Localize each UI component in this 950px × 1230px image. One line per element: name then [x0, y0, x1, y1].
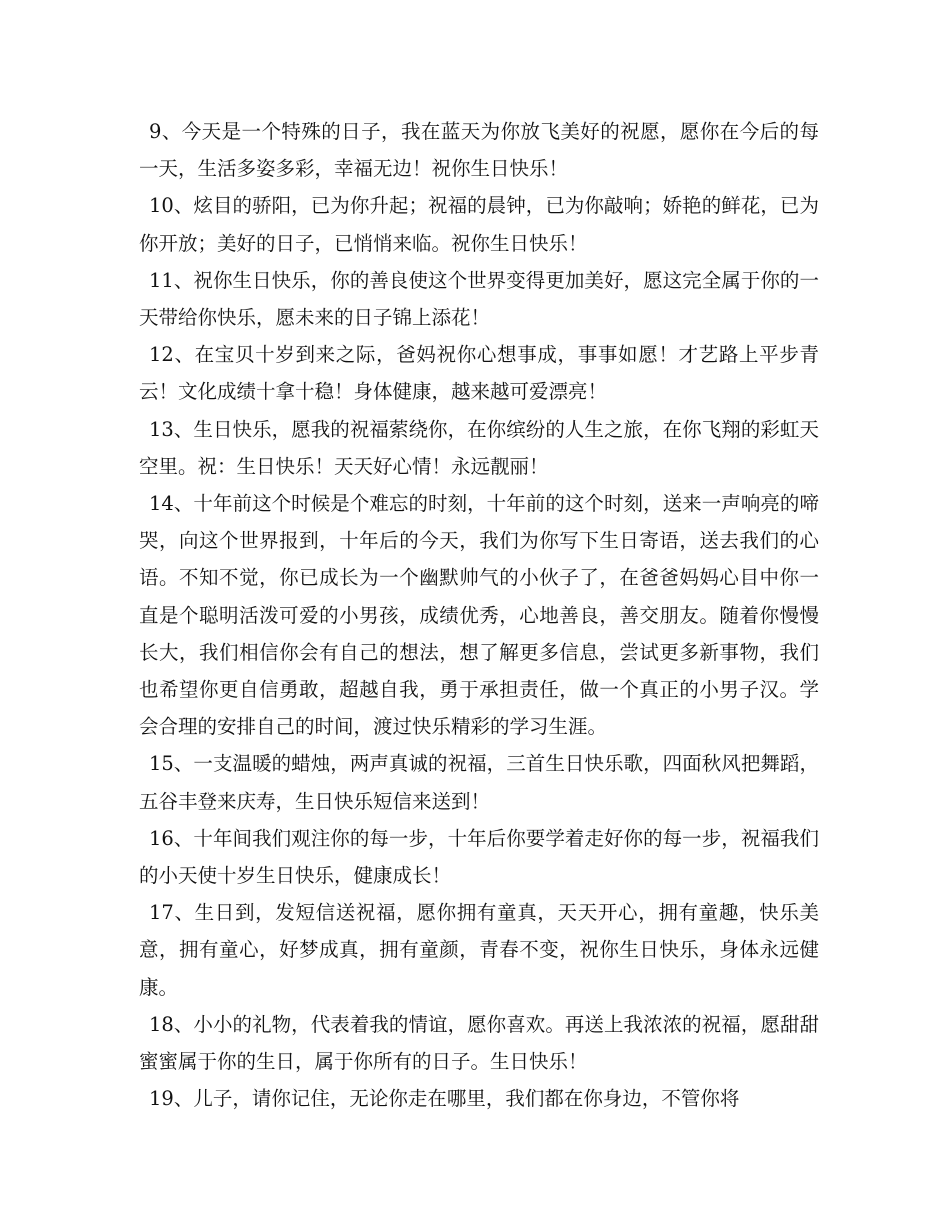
paragraph-11: 11、祝你生日快乐，你的善良使这个世界变得更加美好，愿这完全属于你的一天带给你快乐，愿未来的日子锦上添花！: [139, 268, 819, 330]
paragraph-12: 12、在宝贝十岁到来之际，爸妈祝你心想事成，事事如愿！才艺路上平步青云！文化成绩十拿十稳！身体健康，越来越可爱漂亮！: [139, 343, 819, 404]
paragraph-16: 16、十年间我们观注你的每一步，十年后你要学着走好你的每一步，祝福我们的小天使十岁生日快乐，健康成长！: [139, 826, 819, 888]
paragraph-15: 15、一支温暖的蜡烛，两声真诚的祝福，三首生日快乐歌，四面秋风把舞蹈，五谷丰登来庆寿，生日快乐短信来送到！: [139, 752, 819, 813]
paragraph-10: 10、炫目的骄阳，已为你升起；祝福的晨钟，已为你敲响；娇艳的鲜花，已为你开放；美好的日子，已悄悄来临。祝你生日快乐！: [139, 194, 819, 255]
paragraph-19: 19、儿子，请你记住，无论你走在哪里，我们都在你身边，不管你将: [149, 1087, 740, 1111]
paragraph-13: 13、生日快乐，愿我的祝福萦绕你，在你缤纷的人生之旅，在你飞翔的彩虹天空里。祝：生日快乐！天天好心情！永远靓丽！: [139, 417, 819, 478]
paragraph-18: 18、小小的礼物，代表着我的情谊，愿你喜欢。再送上我浓浓的祝福，愿甜甜蜜蜜属于你的生日，属于你所有的日子。生日快乐！: [139, 1012, 819, 1074]
document-body: [139, 113, 819, 1117]
paragraph-14: 14、十年前这个时候是个难忘的时刻，十年前的这个时刻，送来一声响亮的啼哭，向这个世界报到，十年后的今天，我们为你写下生日寄语，送去我们的心语。不知不觉，你已成长为一个幽默帅气的小伙子了，在爸爸妈妈心目中你一直是个聪明活泼可爱的小男孩，成绩优秀，心地善良，善交朋友。随着你慢慢长大，我们相信你会有自己的想法，想了解更多信息，尝试更多新事物，我们也希望你更自信勇敢，超越自我，勇于承担责任，做一个真正的小男子汉。学会合理的安排自己的时间，渡过快乐精彩的学习生涯。: [139, 492, 819, 739]
paragraph-9: 9、今天是一个特殊的日子，我在蓝天为你放飞美好的祝愿，愿你在今后的每一天，生活多姿多彩，幸福无边！祝你生日快乐！: [139, 120, 819, 181]
paragraph-17: 17、生日到，发短信送祝福，愿你拥有童真，天天开心，拥有童趣，快乐美意，拥有童心，好梦成真，拥有童颜，青春不变，祝你生日快乐，身体永远健康。: [139, 901, 819, 999]
